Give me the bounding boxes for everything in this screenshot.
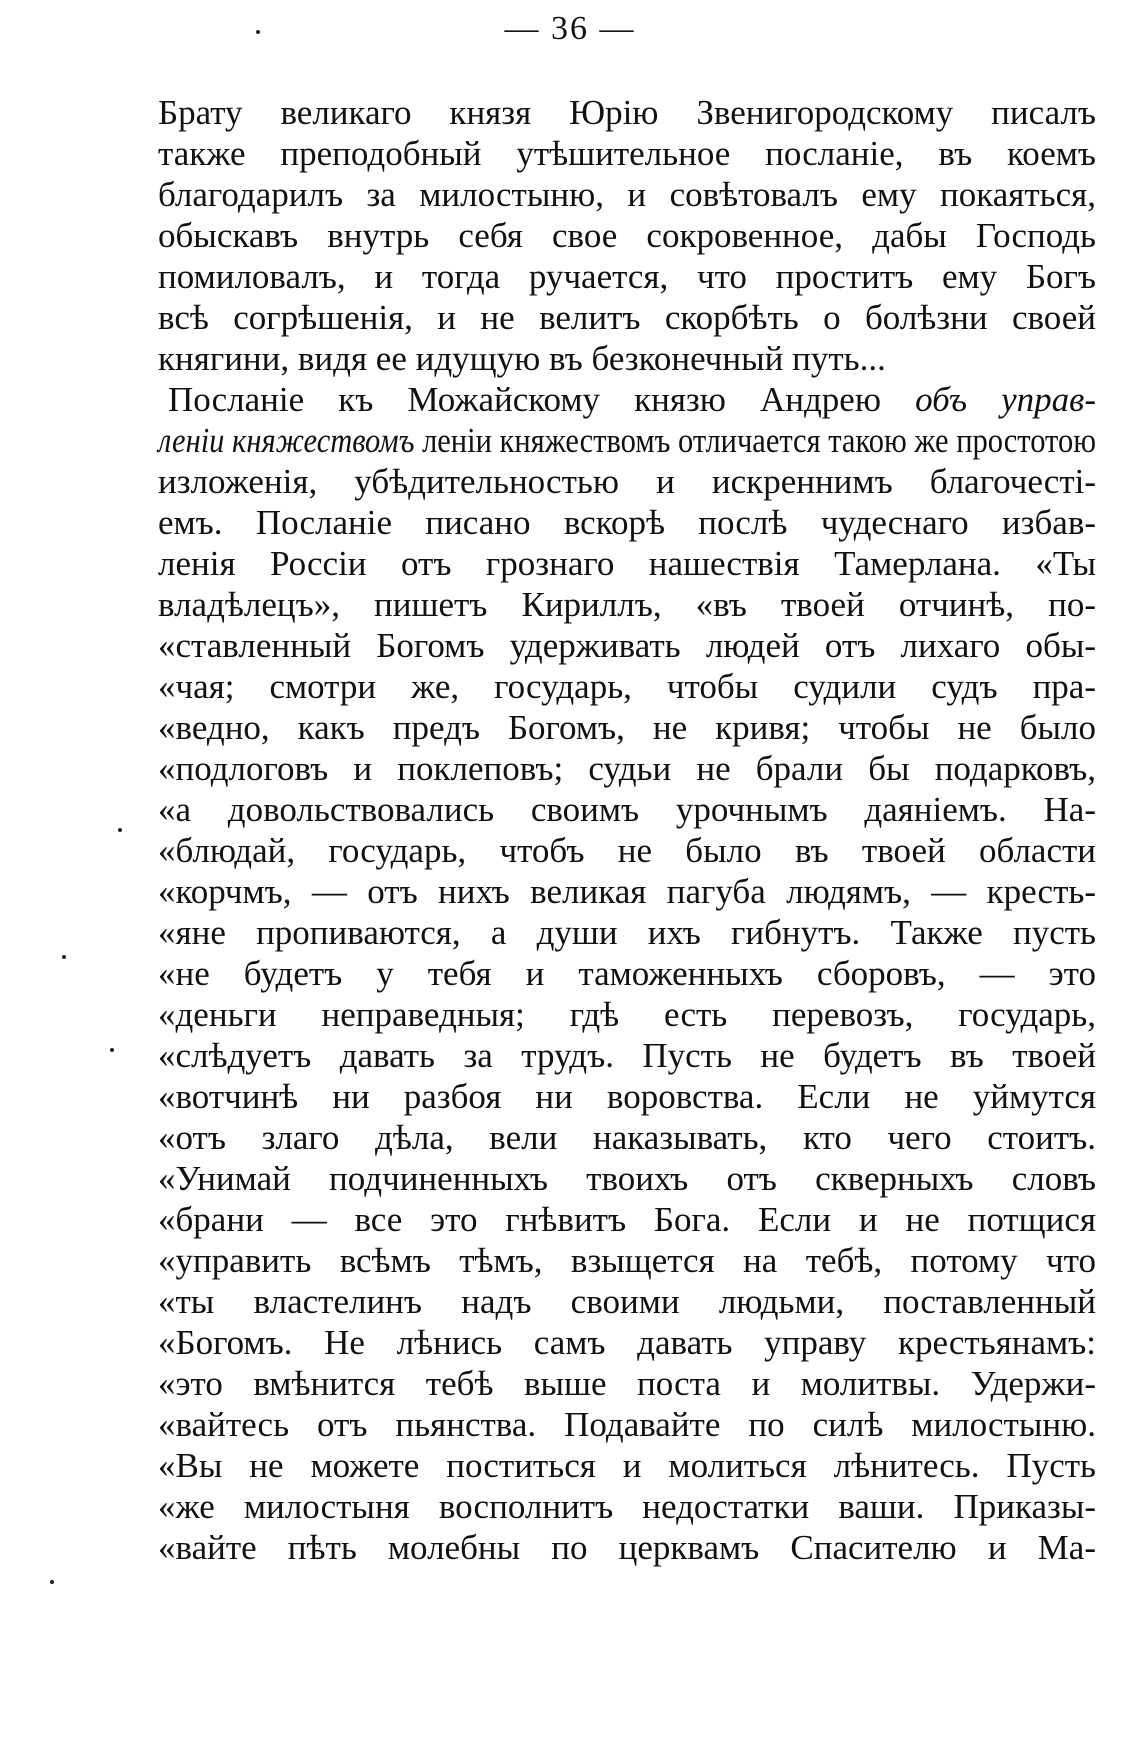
text-line: «ставленный Богомъ удерживать людей отъ лихаго обы- xyxy=(158,626,1096,665)
text-line: «Унимай подчиненныхъ твоихъ отъ скверныхъ словъ xyxy=(158,1159,1096,1198)
text-line: «вайтесь отъ пьянства. Подавайте по силѣ милостыню. xyxy=(158,1405,1096,1444)
print-speck xyxy=(118,828,122,832)
text-line: «слѣдуетъ давать за трудъ. Пусть не будетъ въ твоей xyxy=(158,1036,1096,1075)
text-segment: леніи княжествомъ отличается такою же простотою xyxy=(422,421,1096,460)
text-line: «подлоговъ и поклеповъ; судьи не брали бы подарковъ, xyxy=(158,749,1096,788)
text-line: «отъ злаго дѣла, вели наказывать, кто чего стоитъ. xyxy=(158,1118,1096,1157)
print-speck xyxy=(50,1580,54,1584)
text-line: «же милостыня восполнитъ недостатки ваши. Приказы- xyxy=(158,1487,1096,1526)
text-line: княгини, видя ее идущую въ безконечный путь... xyxy=(158,339,886,378)
text-line: помиловалъ, и тогда ручается, что проститъ ему Богъ xyxy=(158,257,1096,296)
text-line: «деньги неправедныя; гдѣ есть перевозъ, государь, xyxy=(158,995,1096,1034)
text-line-with-italic xyxy=(158,420,1096,461)
text-line: Брату великаго князя Юрію Звенигородскому писалъ xyxy=(158,93,1096,132)
text-line: всѣ согрѣшенія, и не велитъ скорбѣть о болѣзни своей xyxy=(158,298,1096,337)
print-speck xyxy=(256,30,260,34)
text-line: емъ. Посланіе писано вскорѣ послѣ чудеснаго избав- xyxy=(158,503,1096,542)
text-line: ленія Россіи отъ грознаго нашествія Тамерлана. «Ты xyxy=(158,544,1096,583)
text-line: «вотчинѣ ни разбоя ни воровства. Если не уймутся xyxy=(158,1077,1096,1116)
text-line: «это вмѣнится тебѣ выше поста и молитвы. Удержи- xyxy=(158,1364,1096,1403)
text-line: «не будетъ у тебя и таможенныхъ сборовъ, — это xyxy=(158,954,1096,993)
page-number: — 36 — xyxy=(504,10,636,47)
text-line: «чая; смотри же, государь, чтобы судили судъ пра- xyxy=(158,667,1096,706)
italic-segment: объ управ- xyxy=(915,380,1096,419)
italic-segment: леніи княжествомъ xyxy=(158,421,415,460)
text-line: «вайте пѣть молебны по церквамъ Спасителю и Ма- xyxy=(158,1528,1096,1567)
text-line: «корчмъ, — отъ нихъ великая пагуба людямъ, — кресть- xyxy=(158,872,1096,911)
text-line: «управить всѣмъ тѣмъ, взыщется на тебѣ, потому что xyxy=(158,1241,1096,1280)
text-line: владѣлецъ», пишетъ Кириллъ, «въ твоей отчинѣ, по- xyxy=(158,585,1096,624)
text-line: изложенія, убѣдительностью и искреннимъ благочесті- xyxy=(158,462,1096,501)
print-speck xyxy=(62,955,66,959)
text-line: «а довольствовались своимъ урочнымъ даяніемъ. На- xyxy=(158,790,1096,829)
text-line: также преподобный утѣшительное посланіе, въ коемъ xyxy=(158,134,1096,173)
text-segment: Посланіе къ Можайскому князю Андрею xyxy=(168,380,881,419)
text-line: «блюдай, государь, чтобъ не было въ твоей области xyxy=(158,831,1096,870)
text-line: обыскавъ внутрь себя свое сокровенное, дабы Господь xyxy=(158,216,1096,255)
text-line: «Богомъ. Не лѣнись самъ давать управу крестьянамъ: xyxy=(158,1323,1096,1362)
text-line: «ты властелинъ надъ своими людьми, поставленный xyxy=(158,1282,1096,1321)
text-line: благодарилъ за милостыню, и совѣтовалъ ему покаяться, xyxy=(158,175,1096,214)
text-line: «ведно, какъ предъ Богомъ, не кривя; чтобы не было xyxy=(158,708,1096,747)
text-line-with-italic xyxy=(158,379,1096,420)
print-speck xyxy=(110,1048,114,1052)
text-line: «яне пропиваются, а души ихъ гибнутъ. Также пусть xyxy=(158,913,1096,952)
text-line: «Вы не можете поститься и молиться лѣнитесь. Пусть xyxy=(158,1446,1096,1485)
text-line: «брани — все это гнѣвитъ Бога. Если и не потщися xyxy=(158,1200,1096,1239)
body-text xyxy=(158,92,1096,1568)
